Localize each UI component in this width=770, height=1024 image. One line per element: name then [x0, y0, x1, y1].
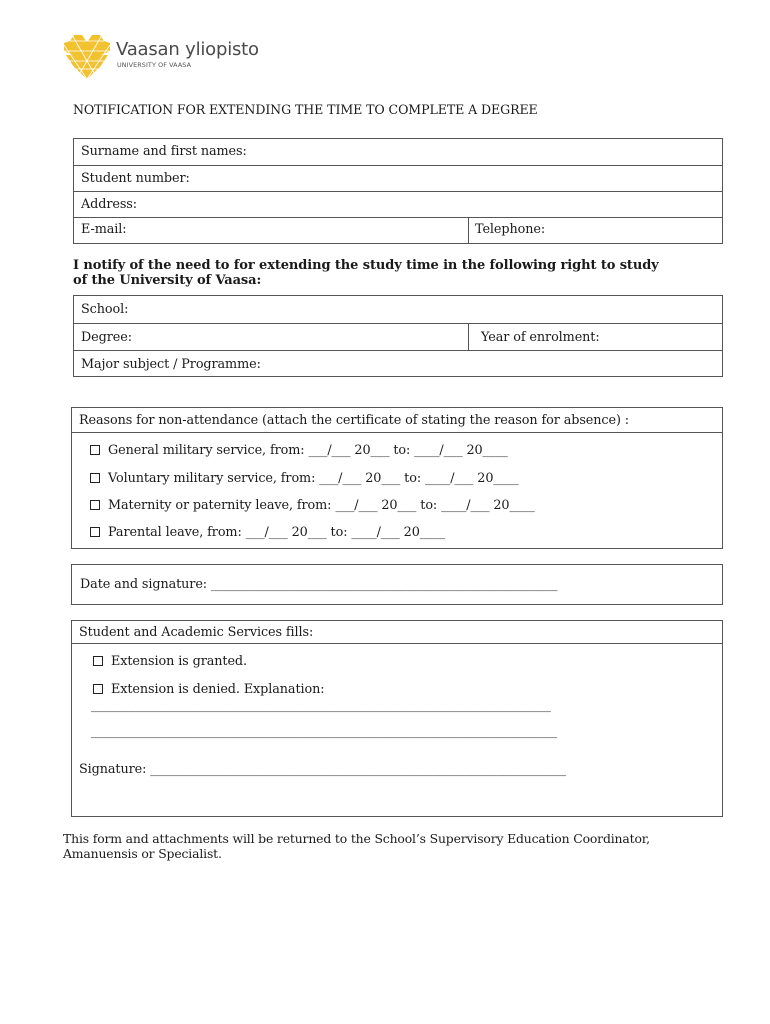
footer-note: This form and attachments will be returned to the School’s Supervisory Education Coordinator, Amanuensis or Specialist. [63, 831, 650, 861]
surname-row[interactable] [74, 139, 722, 165]
explanation-line[interactable]: __________________________________________________________________________ [91, 724, 558, 739]
checkbox[interactable] [90, 473, 100, 483]
logo-heart-icon [62, 33, 112, 81]
checkbox[interactable] [90, 445, 100, 455]
extension-denied-label: Extension is denied. Explanation: [111, 682, 325, 697]
school-row[interactable] [74, 296, 722, 323]
reason-option-parental[interactable] [90, 525, 445, 540]
university-logo [62, 33, 259, 83]
student-number-row[interactable] [74, 165, 722, 191]
services-table [71, 620, 723, 817]
services-header-row [72, 621, 722, 643]
telephone-label: Telephone: [475, 222, 546, 237]
address-row[interactable] [74, 191, 722, 217]
degree-row [74, 323, 722, 350]
extension-denied-option[interactable] [93, 682, 324, 697]
date-signature-label: Date and signature: _______________________________________________________ [80, 577, 558, 592]
student-number-label: Student number: [81, 171, 190, 186]
extension-granted-option[interactable] [93, 654, 247, 669]
contact-row [74, 217, 722, 243]
reason-option-label: General military service, from: ___/___ 20___ to: ____/___ 20____ [108, 443, 508, 458]
major-row[interactable] [74, 350, 722, 376]
explanation-line[interactable]: _________________________________________________________________________ [91, 698, 551, 713]
services-signature-line[interactable]: Signature: __________________________________________________________________ [79, 762, 566, 777]
reason-option-label: Voluntary military service, from: ___/___ 20___ to: ____/___ 20____ [108, 471, 519, 486]
school-label: School: [81, 302, 129, 317]
services-header: Student and Academic Services fills: [79, 625, 314, 640]
logo-name: Vaasan yliopisto [116, 39, 259, 60]
reason-option-label: Maternity or paternity leave, from: ___/___ 20___ to: ____/___ 20____ [108, 498, 535, 513]
year-of-enrolment-label: Year of enrolment: [481, 330, 600, 345]
logo-subtitle: UNIVERSITY OF VAASA [117, 61, 192, 69]
cell-divider [468, 218, 469, 244]
services-body [72, 643, 722, 816]
reason-option-label: Parental leave, from: ___/___ 20___ to: ____/___ 20____ [108, 525, 445, 540]
reason-option-maternity[interactable] [90, 498, 535, 513]
checkbox[interactable] [93, 684, 103, 694]
cell-divider [468, 324, 469, 351]
checkbox[interactable] [90, 500, 100, 510]
address-label: Address: [81, 197, 137, 212]
reason-option-military[interactable] [90, 443, 508, 458]
surname-label: Surname and first names: [81, 144, 247, 159]
personal-info-table [73, 138, 723, 244]
notify-statement: I notify of the need to for extending the study time in the following right to study of the University of Vaasa: [73, 258, 659, 288]
checkbox[interactable] [90, 527, 100, 537]
reasons-header-row [72, 408, 722, 432]
study-info-table [73, 295, 723, 377]
date-signature-box[interactable] [71, 564, 723, 605]
extension-granted-label: Extension is granted. [111, 654, 247, 669]
reasons-options [72, 432, 722, 548]
major-label: Major subject / Programme: [81, 357, 261, 372]
reasons-header: Reasons for non-attendance (attach the certificate of stating the reason for absence) : [79, 413, 630, 428]
reason-option-voluntary-military[interactable] [90, 471, 519, 486]
checkbox[interactable] [93, 656, 103, 666]
email-label: E-mail: [81, 222, 127, 237]
degree-label: Degree: [81, 330, 132, 345]
form-title: NOTIFICATION FOR EXTENDING THE TIME TO COMPLETE A DEGREE [73, 102, 538, 117]
reasons-table [71, 407, 723, 549]
